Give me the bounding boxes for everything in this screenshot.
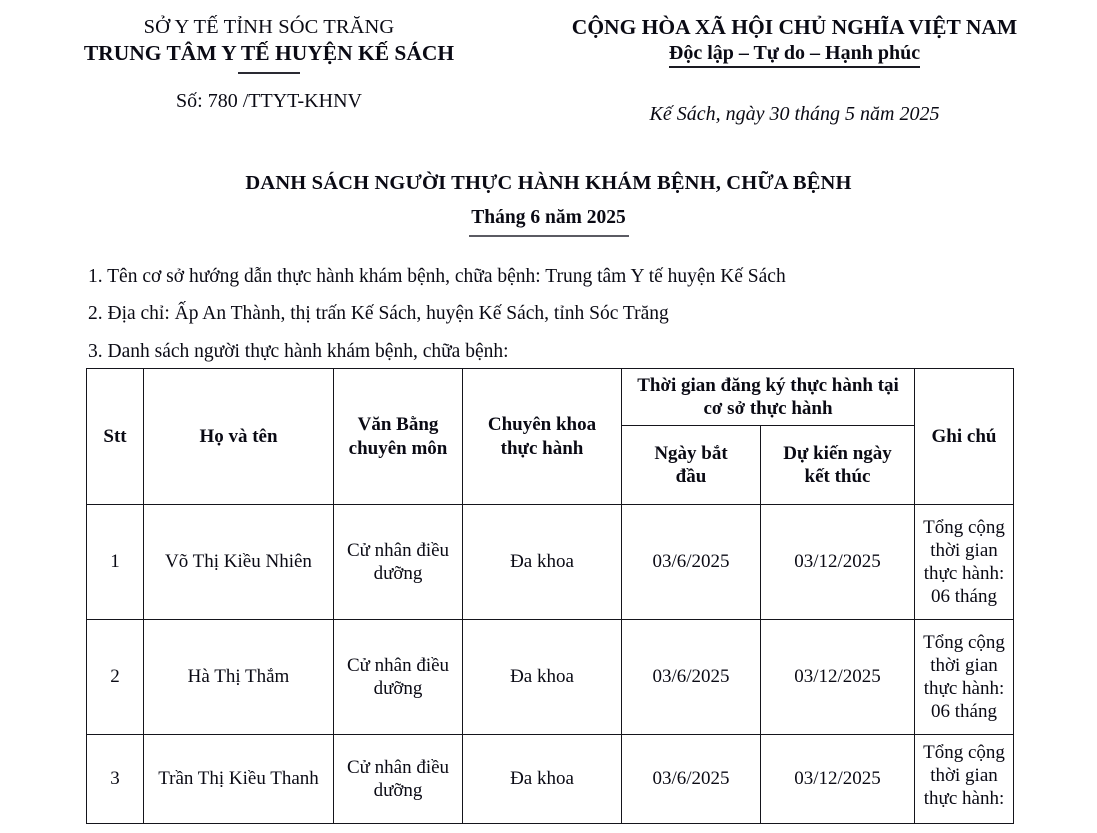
cell-specialty: Đa khoa [463, 505, 622, 620]
cell-stt: 1 [87, 505, 144, 620]
country-name: CỘNG HÒA XÃ HỘI CHỦ NGHĨA VIỆT NAM [571, 15, 1018, 39]
table-row [87, 505, 1014, 620]
cell-degree [334, 505, 463, 620]
table-header-row-primary [87, 369, 1014, 426]
intro-line-address: 2. Địa chỉ: Ấp An Thành, thị trấn Kế Sách, huyện Kế Sách, tỉnh Sóc Trăng [88, 303, 669, 325]
col-header-registration-period [622, 369, 915, 426]
cell-name: Trần Thị Kiều Thanh [144, 735, 334, 824]
page-subtitle: Tháng 6 năm 2025 [471, 206, 626, 228]
intro-line-list-label: 3. Danh sách người thực hành khám bệnh, chữa bệnh: [88, 340, 509, 362]
col-header-note: Ghi chú [915, 369, 1014, 505]
col-header-start-line2: đầu [675, 466, 707, 487]
cell-degree-line2: dưỡng [373, 780, 423, 801]
document-header [0, 0, 1097, 126]
cell-degree-line1: Cử nhân điều [346, 539, 450, 561]
table-row [87, 735, 1014, 824]
cell-note-line3: thực hành: [923, 788, 1005, 810]
cell-note-line2: thời gian [930, 539, 998, 561]
national-motto-underline [669, 42, 920, 68]
cell-note-line1: Tổng cộng [923, 742, 1005, 763]
col-header-period-line2: cơ sở thực hành [703, 398, 833, 419]
col-header-specialty-line1: Chuyên khoa [487, 414, 597, 436]
cell-note [915, 620, 1014, 735]
col-header-degree [334, 369, 463, 505]
cell-name: Võ Thị Kiều Nhiên [144, 505, 334, 620]
cell-degree-line2: dưỡng [373, 678, 423, 699]
cell-specialty: Đa khoa [463, 735, 622, 824]
col-header-degree-line2: chuyên môn [348, 437, 448, 459]
practitioners-table-wrap [86, 368, 1013, 824]
col-header-period-line1: Thời gian đăng ký thực hành tại [637, 374, 899, 396]
cell-note-line2: thời gian [930, 654, 998, 676]
cell-degree-line1: Cử nhân điều [346, 756, 450, 778]
cell-start-date: 03/6/2025 [622, 505, 761, 620]
cell-stt: 2 [87, 620, 144, 735]
document-number: Số: 780 /TTYT-KHNV [176, 90, 362, 113]
page-title: DANH SÁCH NGƯỜI THỰC HÀNH KHÁM BỆNH, CHỮA BỆNH [245, 171, 852, 194]
title-block [0, 172, 1097, 237]
col-header-stt: Stt [87, 369, 144, 505]
cell-note-line1: Tổng cộng [923, 516, 1005, 538]
col-header-start-line1: Ngày bắt [654, 442, 728, 464]
practitioners-table [86, 368, 1014, 824]
cell-start-date: 03/6/2025 [622, 620, 761, 735]
header-divider-rule [238, 72, 300, 74]
col-header-specialty [463, 369, 622, 505]
cell-note [915, 505, 1014, 620]
col-header-start-date [622, 426, 761, 505]
cell-note-line3: thực hành: [923, 563, 1005, 584]
cell-note-line3: thực hành: [923, 678, 1005, 699]
cell-specialty: Đa khoa [463, 620, 622, 735]
cell-note-line2: thời gian [930, 765, 998, 787]
col-header-end-line2: kết thúc [804, 466, 871, 487]
issuing-authority-block [0, 14, 520, 126]
col-header-degree-line1: Văn Bằng [357, 414, 439, 436]
national-motto: Độc lập – Tự do – Hạnh phúc [668, 41, 921, 64]
intro-line-facility: 1. Tên cơ sở hướng dẫn thực hành khám bệnh, chữa bệnh: Trung tâm Y tế huyện Kế Sách [88, 265, 786, 287]
cell-end-date: 03/12/2025 [761, 505, 915, 620]
place-and-date: Kế Sách, ngày 30 tháng 5 năm 2025 [649, 102, 940, 125]
cell-end-date: 03/12/2025 [761, 735, 915, 824]
table-row [87, 620, 1014, 735]
cell-degree-line1: Cử nhân điều [346, 654, 450, 676]
national-heading-block [520, 14, 1097, 126]
cell-note [915, 735, 1014, 824]
cell-stt: 3 [87, 735, 144, 824]
cell-degree-line2: dưỡng [373, 563, 423, 584]
cell-note-line1: Tổng cộng [923, 631, 1005, 653]
cell-name: Hà Thị Thắm [144, 620, 334, 735]
subtitle-divider-rule [469, 235, 629, 237]
col-header-name: Họ và tên [144, 369, 334, 505]
cell-degree [334, 620, 463, 735]
cell-degree [334, 735, 463, 824]
health-center-name: TRUNG TÂM Y TẾ HUYỆN KẾ SÁCH [83, 41, 455, 66]
provincial-department-name: SỞ Y TẾ TỈNH SÓC TRĂNG [143, 16, 395, 38]
intro-section [88, 267, 1097, 362]
col-header-end-date [761, 426, 915, 505]
col-header-end-line1: Dự kiến ngày [783, 442, 892, 464]
cell-note-line4: 06 tháng [931, 701, 997, 723]
cell-start-date: 03/6/2025 [622, 735, 761, 824]
cell-note-line4: 06 tháng [931, 586, 997, 608]
col-header-specialty-line2: thực hành [500, 437, 584, 459]
cell-end-date: 03/12/2025 [761, 620, 915, 735]
